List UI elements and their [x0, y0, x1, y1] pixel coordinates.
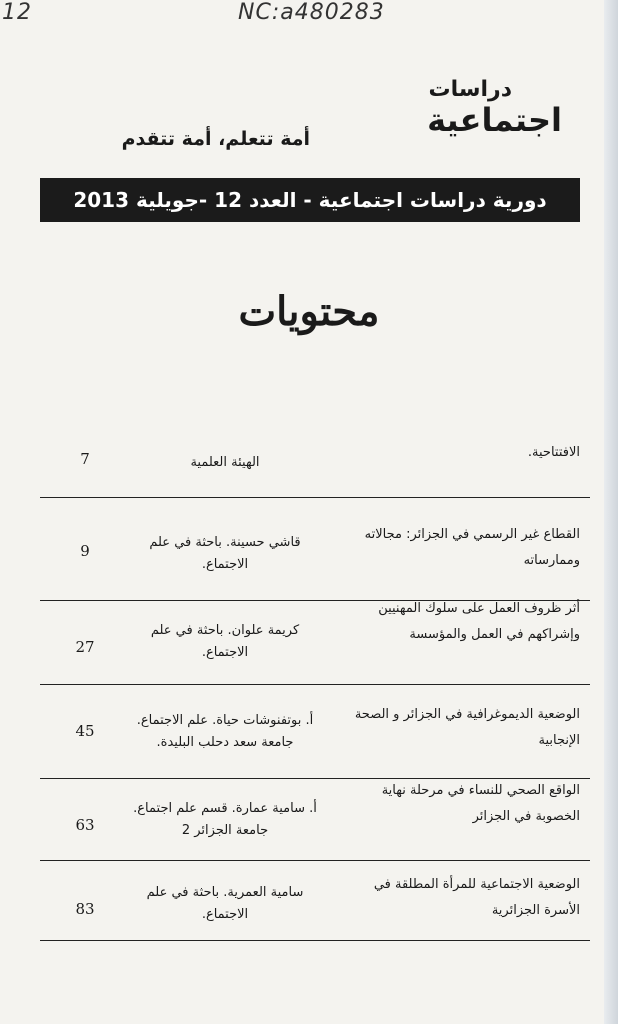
entry-title: أثر ظروف العمل على سلوك المهنيين وإشراكهم في العمل والمؤسسة — [378, 601, 580, 642]
logo-main-word: اجتماعية — [427, 101, 562, 139]
divider — [40, 684, 590, 685]
entry-page: 45 — [75, 722, 95, 740]
toc-entry — [40, 522, 590, 582]
issue-banner: دورية دراسات اجتماعية - العدد 12 -جويلية 2013 — [40, 178, 580, 222]
entry-page: 7 — [80, 450, 90, 468]
entry-author: قاشي حسينة. باحثة في علم الاجتماع. — [149, 535, 301, 572]
entry-author: الهيئة العلمية — [190, 455, 260, 470]
entry-page: 83 — [75, 900, 95, 918]
toc-title: محتويات — [238, 288, 380, 335]
entry-author: أ. سامية عمارة. قسم علم اجتماع. جامعة الجزائر 2 — [133, 801, 317, 838]
entry-title: الافتتاحية. — [527, 445, 580, 460]
divider — [40, 940, 590, 941]
entry-page: 9 — [80, 542, 90, 560]
scan-edge — [604, 0, 618, 1024]
entry-author: كريمة علوان. باحثة في علم الاجتماع. — [150, 623, 300, 660]
entry-page: 63 — [75, 816, 95, 834]
divider — [40, 497, 590, 498]
journal-logo — [392, 78, 562, 138]
logo-top-word: دراسات — [428, 77, 512, 102]
entry-title: القطاع غير الرسمي في الجزائر: مجالاته وممارساته — [364, 527, 580, 568]
handwritten-catalog-id: NC:a480283 — [238, 0, 385, 25]
toc-entry — [40, 702, 590, 762]
entry-title: الوضعية الديموغرافية في الجزائر و الصحة الإنجابية — [354, 707, 580, 748]
slogan: أمة تتعلم، أمة تتقدم — [121, 128, 310, 150]
handwritten-page-mark: 12 — [2, 0, 32, 25]
divider — [40, 860, 590, 861]
entry-author: سامية العمرية. باحثة في علم الاجتماع. — [146, 885, 304, 922]
toc-entry — [40, 596, 590, 660]
entry-title: الوضعية الاجتماعية للمرأة المطلقة في الأسرة الجزائرية — [373, 877, 580, 918]
toc-entry — [40, 440, 590, 490]
entry-title: الواقع الصحي للنساء في مرحلة نهاية الخصوبة في الجزائر — [381, 783, 580, 824]
entry-page: 27 — [75, 638, 95, 656]
toc-entry — [40, 778, 590, 838]
toc-entry — [40, 872, 590, 932]
entry-author: أ. بوتفنوشات حياة. علم الاجتماع. جامعة سعد دحلب البليدة. — [136, 713, 314, 750]
